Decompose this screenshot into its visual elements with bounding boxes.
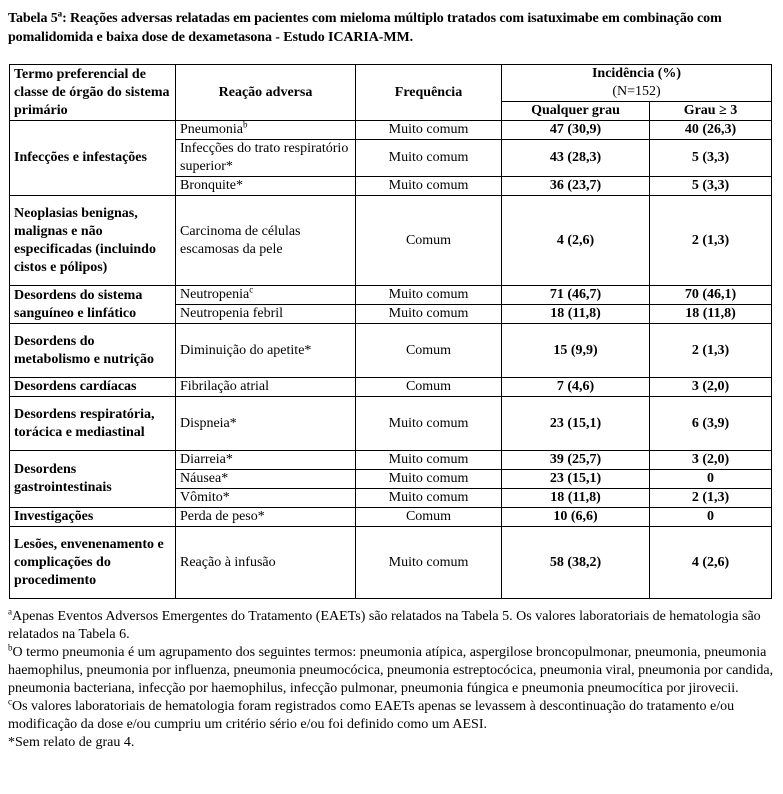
adverse-reaction-text: Dispneia* xyxy=(180,415,237,431)
table-caption xyxy=(8,9,780,47)
adverse-reaction-cell xyxy=(176,378,356,397)
adverse-reaction-cell xyxy=(176,140,356,177)
frequency-cell: Muito comum xyxy=(356,140,502,177)
footnote-text: Os valores laboratoriais de hematologia foram registrados como EAETs apenas se levassem à descontinuação do tratamento e/ou modificação da dose e/ou cumpriu um critério sério e/ou foi definido como um AESI. xyxy=(8,699,735,732)
any-grade-cell: 4 (2,6) xyxy=(502,196,650,286)
adverse-reaction-text: Reação à infusão xyxy=(180,554,276,570)
adverse-reaction-text: Fibrilação atrial xyxy=(180,379,270,394)
grade-3-cell: 18 (11,8) xyxy=(650,305,772,324)
footnote xyxy=(8,608,778,644)
header-incidence xyxy=(502,65,772,102)
table-body xyxy=(10,121,772,599)
footnote xyxy=(8,734,778,752)
footnote-text: Apenas Eventos Adversos Emergentes do Tratamento (EAETs) são relatados na Tabela 5. Os valores laboratoriais de hematologia são relatados na Tabela 6. xyxy=(8,609,761,642)
any-grade-cell: 18 (11,8) xyxy=(502,489,650,508)
adverse-reactions-table xyxy=(9,64,772,599)
caption-label: Tabela 5 xyxy=(8,11,58,26)
table-row xyxy=(10,286,772,305)
grade-3-cell: 2 (1,3) xyxy=(650,324,772,378)
header-organ-class: Termo preferencial de classe de órgão do sistema primário xyxy=(10,65,176,121)
adverse-reaction-cell xyxy=(176,305,356,324)
header-adverse-reaction: Reação adversa xyxy=(176,65,356,121)
organ-class-cell: Desordens do metabolismo e nutrição xyxy=(10,324,176,378)
footnote-marker: b xyxy=(243,119,248,130)
frequency-cell: Muito comum xyxy=(356,451,502,470)
header-incidence-title: Incidência (%) xyxy=(591,66,682,81)
grade-3-cell: 2 (1,3) xyxy=(650,196,772,286)
adverse-reaction-cell xyxy=(176,451,356,470)
adverse-reaction-text: Neutropenia xyxy=(180,287,250,302)
adverse-reaction-text: Bronquite* xyxy=(180,178,243,193)
adverse-reaction-cell xyxy=(176,196,356,286)
adverse-reaction-cell xyxy=(176,324,356,378)
organ-class-cell: Neoplasias benignas, malignas e não especificadas (incluindo cistos e pólipos) xyxy=(10,196,176,286)
adverse-reaction-cell xyxy=(176,489,356,508)
any-grade-cell: 43 (28,3) xyxy=(502,140,650,177)
frequency-cell: Muito comum xyxy=(356,121,502,140)
organ-class-cell: Desordens gastrointestinais xyxy=(10,451,176,508)
footnote-mark: c xyxy=(8,696,12,707)
any-grade-cell: 39 (25,7) xyxy=(502,451,650,470)
frequency-cell: Muito comum xyxy=(356,470,502,489)
frequency-cell: Muito comum xyxy=(356,489,502,508)
adverse-reaction-text: Diarreia* xyxy=(180,452,233,467)
adverse-reaction-cell xyxy=(176,177,356,196)
adverse-reaction-text: Neutropenia febril xyxy=(180,306,284,321)
adverse-reaction-text: Perda de peso* xyxy=(180,509,265,524)
adverse-reaction-cell xyxy=(176,470,356,489)
any-grade-cell: 7 (4,6) xyxy=(502,378,650,397)
grade-3-cell: 5 (3,3) xyxy=(650,177,772,196)
header-frequency: Frequência xyxy=(356,65,502,121)
footnote-mark: a xyxy=(8,606,12,617)
frequency-cell: Muito comum xyxy=(356,286,502,305)
table-row xyxy=(10,378,772,397)
frequency-cell: Comum xyxy=(356,196,502,286)
frequency-cell: Muito comum xyxy=(356,177,502,196)
grade-3-cell: 0 xyxy=(650,470,772,489)
adverse-reaction-text: Náusea* xyxy=(180,471,229,486)
table-row xyxy=(10,527,772,599)
footnote xyxy=(8,698,778,734)
frequency-cell: Comum xyxy=(356,324,502,378)
any-grade-cell: 58 (38,2) xyxy=(502,527,650,599)
table-row xyxy=(10,397,772,451)
adverse-reaction-text: Carcinoma de células escamosas da pele xyxy=(180,223,301,257)
any-grade-cell: 10 (6,6) xyxy=(502,508,650,527)
grade-3-cell: 0 xyxy=(650,508,772,527)
table-row xyxy=(10,324,772,378)
any-grade-cell: 23 (15,1) xyxy=(502,397,650,451)
frequency-cell: Muito comum xyxy=(356,527,502,599)
footnote-text: *Sem relato de grau 4. xyxy=(8,735,135,750)
adverse-reaction-cell xyxy=(176,508,356,527)
adverse-reaction-cell xyxy=(176,527,356,599)
adverse-reaction-text: Diminuição do apetite* xyxy=(180,342,312,358)
grade-3-cell: 2 (1,3) xyxy=(650,489,772,508)
grade-3-cell: 40 (26,3) xyxy=(650,121,772,140)
any-grade-cell: 36 (23,7) xyxy=(502,177,650,196)
adverse-reaction-cell xyxy=(176,286,356,305)
footnote-mark: b xyxy=(8,642,13,653)
footnote-text: O termo pneumonia é um agrupamento dos seguintes termos: pneumonia atípica, aspergilose broncopulmonar, pneumonia, pneumonia haemophilus, pneumonia por influenza, pneumonia pneumocócica, pneumonia estreptocócica, pneumonia viral, pneumonia por candida, pneumonia bacteriana, infecção por haemophilus, infecção pulmonar, pneumonia fúngica e pneumonia pneumocítica por jirovecii. xyxy=(8,645,774,696)
adverse-reaction-cell xyxy=(176,397,356,451)
any-grade-cell: 23 (15,1) xyxy=(502,470,650,489)
organ-class-cell: Infecções e infestações xyxy=(10,121,176,196)
grade-3-cell: 70 (46,1) xyxy=(650,286,772,305)
any-grade-cell: 71 (46,7) xyxy=(502,286,650,305)
grade-3-cell: 3 (2,0) xyxy=(650,378,772,397)
any-grade-cell: 18 (11,8) xyxy=(502,305,650,324)
frequency-cell: Comum xyxy=(356,378,502,397)
caption-superscript: a xyxy=(57,8,63,19)
grade-3-cell: 4 (2,6) xyxy=(650,527,772,599)
frequency-cell: Comum xyxy=(356,508,502,527)
adverse-reaction-text: Infecções do trato respiratório superior* xyxy=(180,141,349,174)
adverse-reaction-text: Pneumonia xyxy=(180,122,243,137)
organ-class-cell: Desordens do sistema sanguíneo e linfático xyxy=(10,286,176,324)
organ-class-cell: Desordens respiratória, torácica e mediastinal xyxy=(10,397,176,451)
adverse-reaction-cell xyxy=(176,121,356,140)
organ-class-cell: Lesões, envenenamento e complicações do procedimento xyxy=(10,527,176,599)
header-grade-3: Grau ≥ 3 xyxy=(650,102,772,121)
footnotes xyxy=(8,608,778,752)
header-incidence-n: (N=152) xyxy=(612,84,661,99)
table-row xyxy=(10,508,772,527)
grade-3-cell: 6 (3,9) xyxy=(650,397,772,451)
any-grade-cell: 47 (30,9) xyxy=(502,121,650,140)
table-row xyxy=(10,451,772,470)
grade-3-cell: 5 (3,3) xyxy=(650,140,772,177)
any-grade-cell: 15 (9,9) xyxy=(502,324,650,378)
table-row xyxy=(10,196,772,286)
organ-class-cell: Desordens cardíacas xyxy=(10,378,176,397)
organ-class-cell: Investigações xyxy=(10,508,176,527)
adverse-reaction-text: Vômito* xyxy=(180,490,230,505)
footnote xyxy=(8,644,778,698)
caption-text: : Reações adversas relatadas em pacientes com mieloma múltiplo tratados com isatuximabe em combinação com pomalidomida e baixa dose de dexametasona - Estudo ICARIA-MM. xyxy=(8,11,722,45)
header-any-grade: Qualquer grau xyxy=(502,102,650,121)
footnote-marker: c xyxy=(249,284,254,295)
frequency-cell: Muito comum xyxy=(356,305,502,324)
frequency-cell: Muito comum xyxy=(356,397,502,451)
grade-3-cell: 3 (2,0) xyxy=(650,451,772,470)
table-row xyxy=(10,121,772,140)
